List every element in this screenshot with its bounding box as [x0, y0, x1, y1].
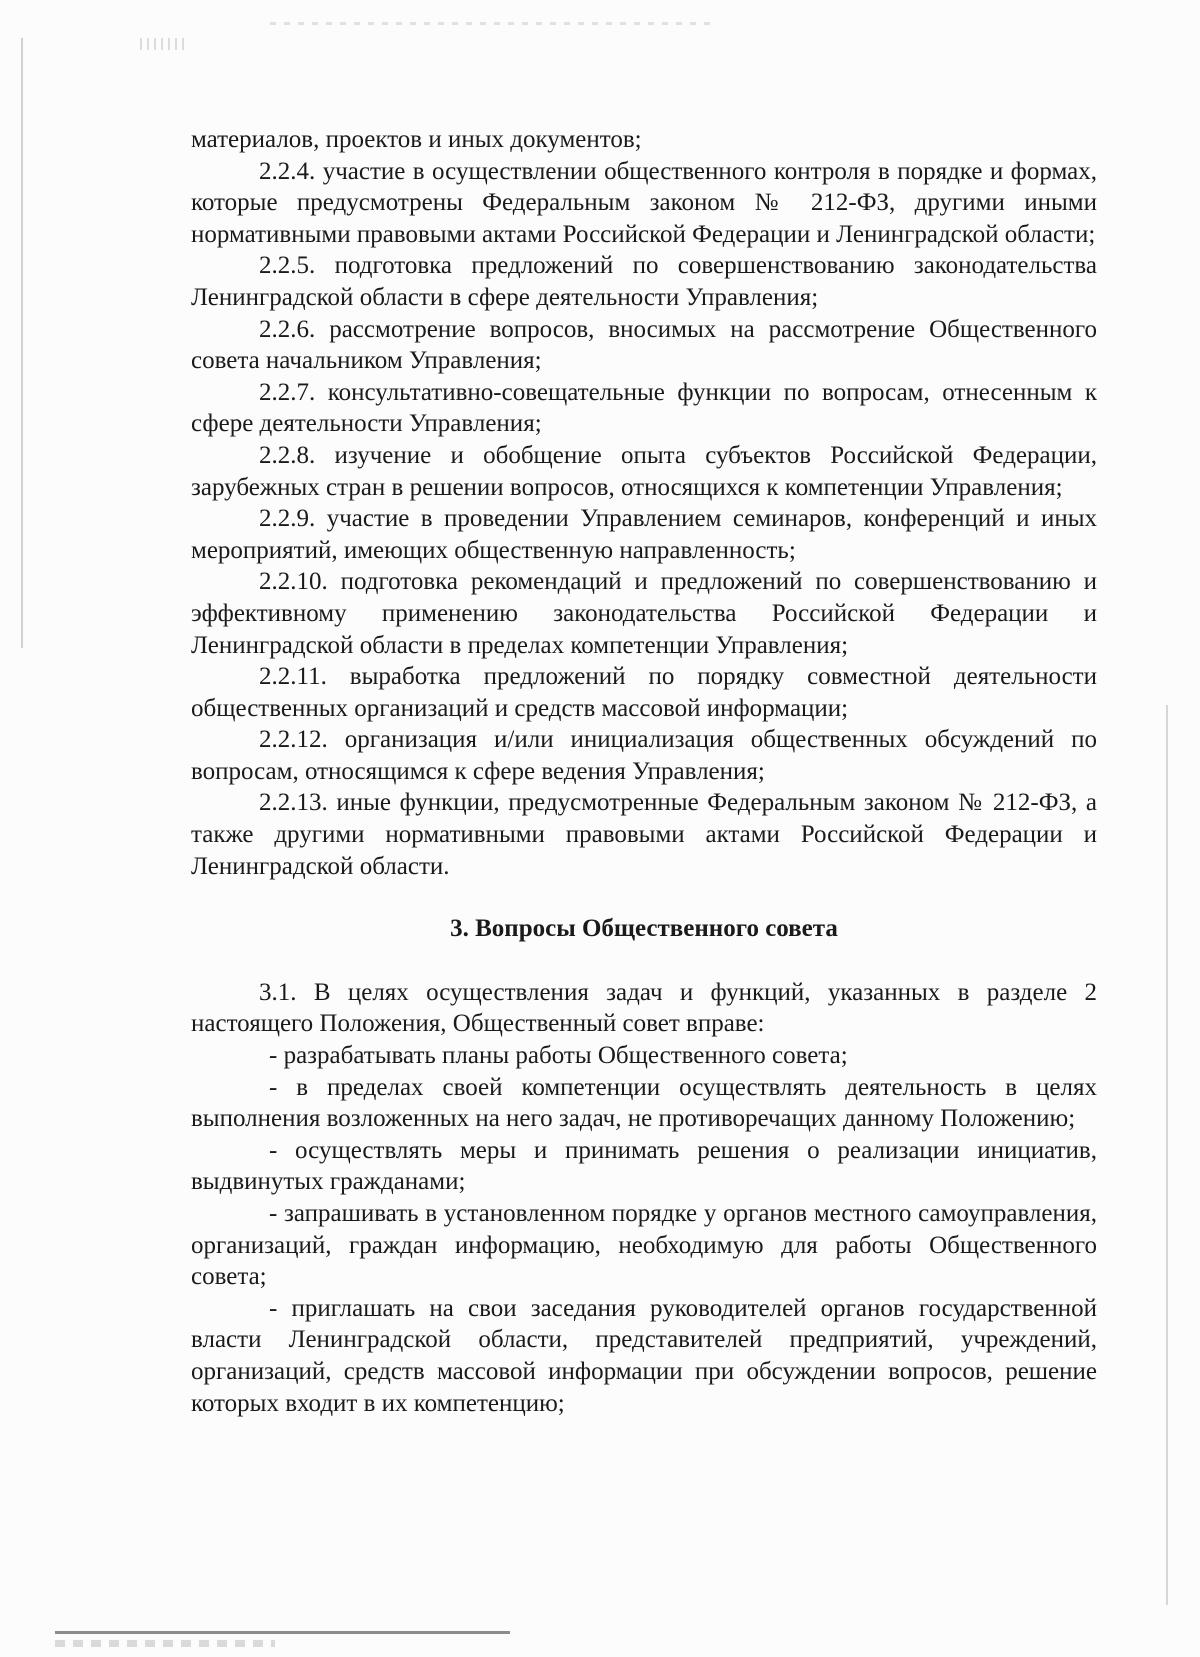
section-3-intro: 3.1. В целях осуществления задач и функций, указанных в разделе 2 настоящего Положения, Общественный совет вправе: — [191, 978, 1097, 1038]
scan-noise-top — [270, 22, 710, 25]
document-page — [191, 124, 1097, 1419]
item-2-2-10: 2.2.10. подготовка рекомендаций и предложений по совершенствованию и эффективному применению законодательства Российской Федерации и Ленинградской области в пределах компетенции Управления; — [191, 568, 1097, 659]
scan-edge-right — [1166, 705, 1168, 1605]
item-2-2-6: 2.2.6. рассмотрение вопросов, вносимых на рассмотрение Общественного совета начальником Управления; — [191, 315, 1097, 375]
right-item-plans: - разрабатывать планы работы Общественного совета; — [269, 1042, 848, 1070]
scan-bottom-noise — [55, 1640, 275, 1647]
item-2-2-13: 2.2.13. иные функции, предусмотренные Федеральным законом № 212-ФЗ, а также другими нормативными правовыми актами Российской Федерации и Ленинградской области. — [191, 789, 1097, 880]
item-2-2-7: 2.2.7. консультативно-совещательные функции по вопросам, отнесенным к сфере деятельности Управления; — [191, 378, 1097, 438]
item-2-2-5: 2.2.5. подготовка предложений по совершенствованию законодательства Ленинградской области в сфере деятельности Управления; — [191, 252, 1097, 311]
scan-bottom-line — [55, 1631, 510, 1634]
item-2-2-9: 2.2.9. участие в проведении Управлением семинаров, конференций и иных мероприятий, имеющих общественную направленность; — [191, 505, 1097, 564]
right-item-invitations: - приглашать на свои заседания руководителей органов государственной власти Ленинградской области, представителей предприятий, учреждений, организаций, средств массовой информации при обсуждении вопросов, решение которых входит в их компетенцию; — [191, 1294, 1097, 1417]
scan-edge-left — [21, 38, 23, 648]
right-item-activity: - в пределах своей компетенции осуществлять деятельность в целях выполнения возложенных на него задач, не противоречащих данному Положению; — [191, 1073, 1097, 1133]
right-item-initiatives: - осуществлять меры и принимать решения о реализации инициатив, выдвинутых гражданами; — [191, 1136, 1097, 1196]
continuation-paragraph: материалов, проектов и иных документов; — [191, 126, 642, 153]
item-2-2-4: 2.2.4. участие в осуществлении общественного контроля в порядке и формах, которые предусмотрены Федеральным законом № 212-ФЗ, другими иными нормативными правовыми актами Российской Федерации и Ленинградской области; — [191, 157, 1097, 248]
right-item-requests: - запрашивать в установленном порядке у органов местного самоуправления, организаций, граждан информацию, необходимую для работы Общественного совета; — [191, 1200, 1097, 1291]
item-2-2-8: 2.2.8. изучение и обобщение опыта субъектов Российской Федерации, зарубежных стран в решении вопросов, относящихся к компетенции Управления; — [191, 441, 1097, 501]
scan-noise-corner — [140, 38, 185, 50]
item-2-2-11: 2.2.11. выработка предложений по порядку совместной деятельности общественных организаций и средств массовой информации; — [191, 663, 1097, 722]
section-3-heading: 3. Вопросы Общественного совета — [450, 915, 838, 943]
item-2-2-12: 2.2.12. организация и/или инициализация общественных обсуждений по вопросам, относящимся к сфере ведения Управления; — [191, 726, 1097, 785]
